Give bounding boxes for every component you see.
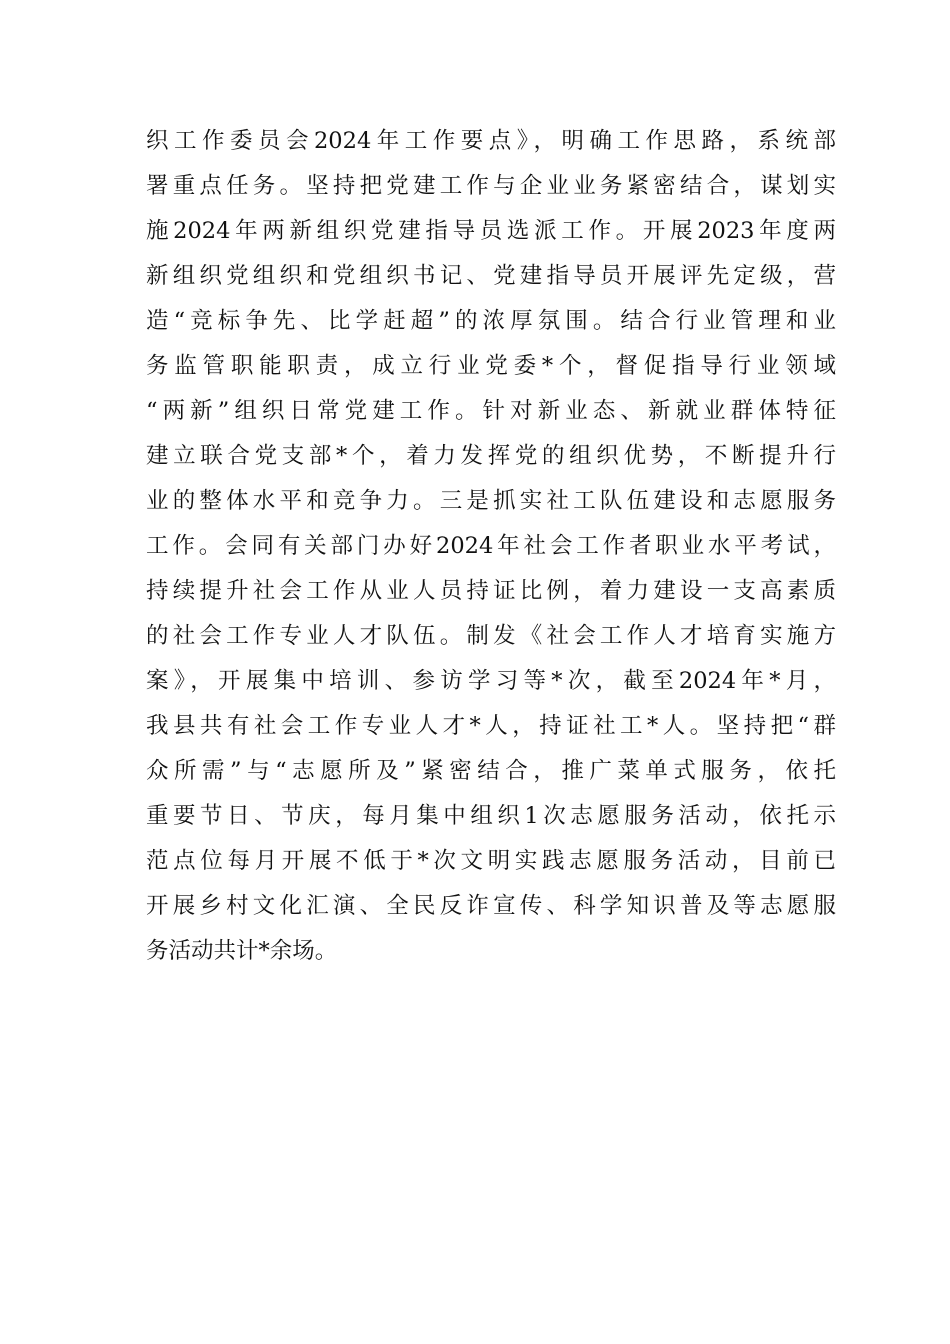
paragraph-line: 重要节日、节庆，每月集中组织1次志愿服务活动，依托示 <box>146 803 836 829</box>
paragraph-line: 织工作委员会2024年工作要点》，明确工作思路，系统部 <box>146 128 836 154</box>
paragraph-line: 施2024年两新组织党建指导员选派工作。开展2023年度两 <box>146 218 836 244</box>
paragraph-line: 的社会工作专业人才队伍。制发《社会工作人才培育实施方 <box>146 623 836 649</box>
paragraph-line: 务监管职能职责，成立行业党委*个，督促指导行业领域 <box>146 353 836 379</box>
body-paragraph <box>146 119 836 974</box>
paragraph-line: 开展乡村文化汇演、全民反诈宣传、科学知识普及等志愿服 <box>146 893 836 919</box>
paragraph-line: 建立联合党支部*个，着力发挥党的组织优势，不断提升行 <box>146 443 836 469</box>
paragraph-line: 范点位每月开展不低于*次文明实践志愿服务活动，目前已 <box>146 848 836 874</box>
paragraph-line: 工作。会同有关部门办好2024年社会工作者职业水平考试， <box>146 533 836 559</box>
paragraph-line: 众所需”与“志愿所及”紧密结合，推广菜单式服务，依托 <box>146 758 836 784</box>
paragraph-line: 持续提升社会工作从业人员持证比例，着力建设一支高素质 <box>146 578 836 604</box>
paragraph-line: 新组织党组织和党组织书记、党建指导员开展评先定级，营 <box>146 263 836 289</box>
paragraph-line-last: 务活动共计*余场。 <box>146 938 338 964</box>
paragraph-line: 我县共有社会工作专业人才*人，持证社工*人。坚持把“群 <box>146 713 836 739</box>
paragraph-line: 署重点任务。坚持把党建工作与企业业务紧密结合，谋划实 <box>146 173 836 199</box>
paragraph-line: 案》，开展集中培训、参访学习等*次，截至2024年*月， <box>146 668 836 694</box>
paragraph-line: “两新”组织日常党建工作。针对新业态、新就业群体特征 <box>146 398 836 424</box>
paragraph-line: 业的整体水平和竞争力。三是抓实社工队伍建设和志愿服务 <box>146 488 836 514</box>
paragraph-line: 造“竞标争先、比学赶超”的浓厚氛围。结合行业管理和业 <box>146 308 836 334</box>
